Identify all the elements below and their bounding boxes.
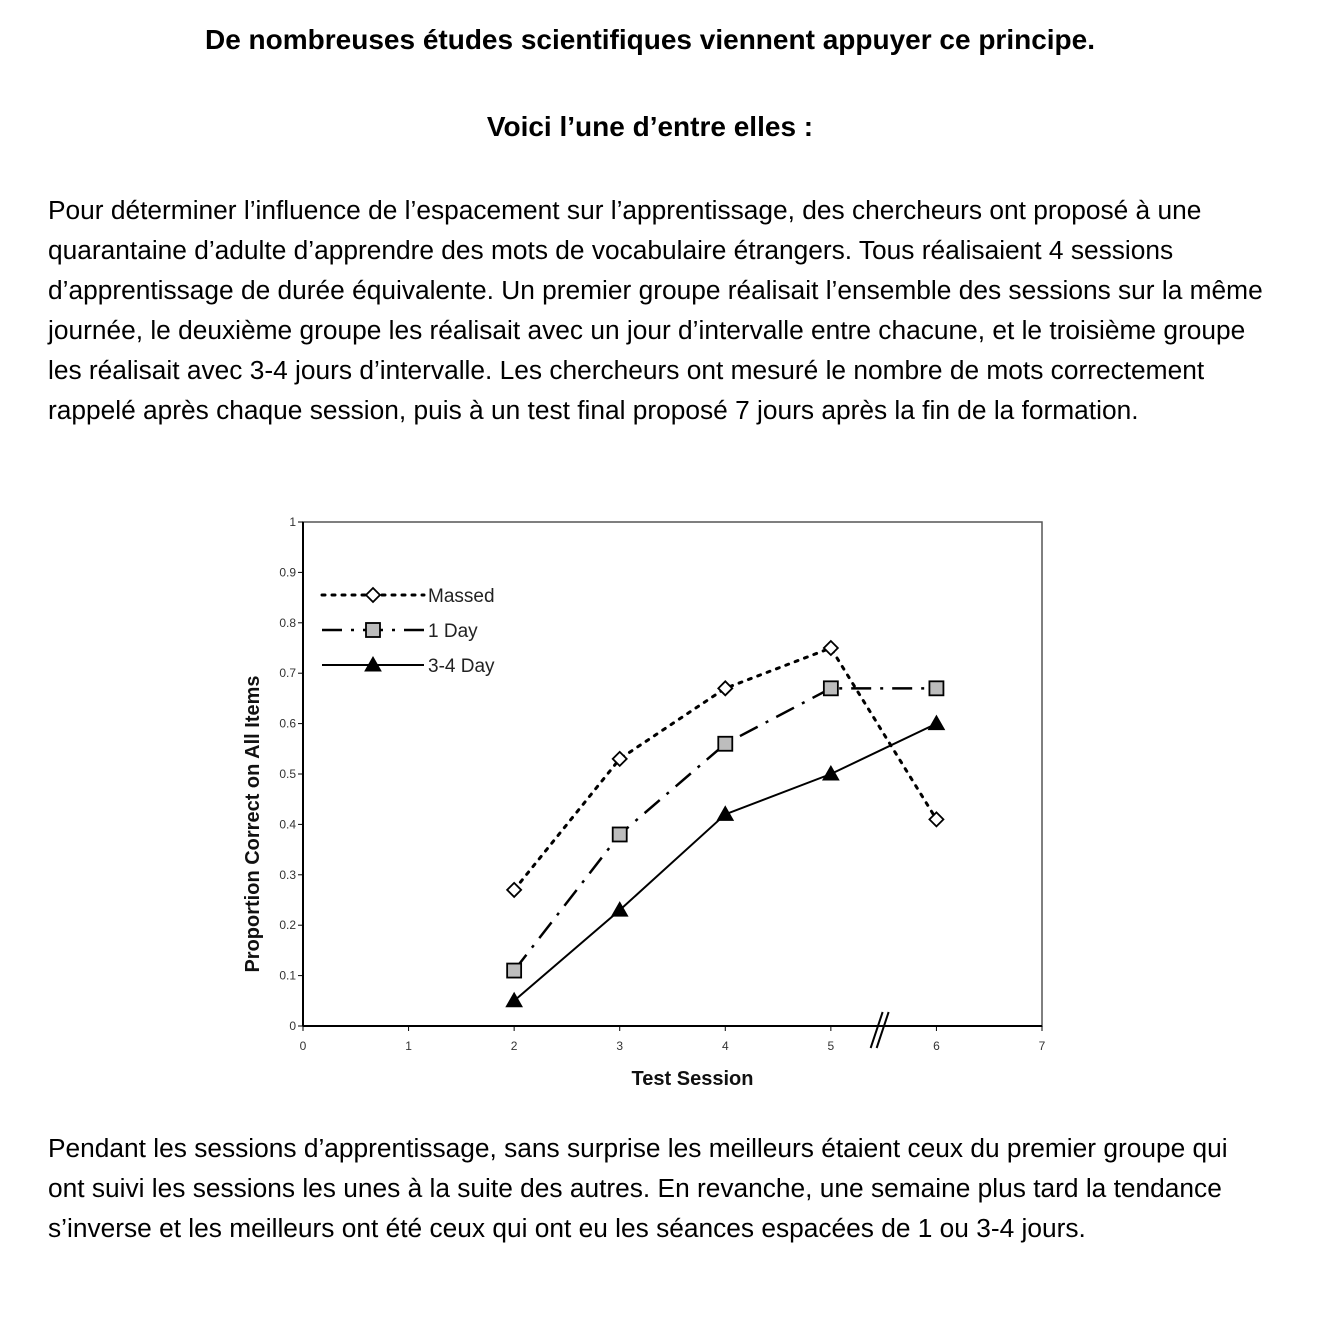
x-tick-label: 4 bbox=[721, 1039, 729, 1053]
data-point bbox=[929, 812, 943, 826]
axis-break-mark bbox=[877, 1012, 889, 1048]
sub-heading: Voici l’une d’entre elles : bbox=[486, 111, 814, 142]
series-line bbox=[514, 724, 936, 1001]
legend-label: 1 Day bbox=[428, 621, 478, 642]
y-tick-label: 0.6 bbox=[279, 716, 296, 731]
y-tick-label: 0.8 bbox=[279, 615, 296, 630]
data-point bbox=[613, 827, 627, 841]
y-tick-label: 0.3 bbox=[279, 867, 296, 882]
legend-marker bbox=[366, 588, 380, 602]
legend-label: 3-4 Day bbox=[428, 656, 495, 677]
data-point bbox=[823, 766, 839, 780]
series-line bbox=[514, 688, 936, 970]
intro-paragraph: Pour déterminer l’influence de l’espacement sur l’apprentissage, des chercheurs ont proposé à une quarantaine d’adulte d’apprendre des mots de vocabulaire étrangers. Tous réalisaient 4 sessions d’apprentissage de durée équivalente. Un premier groupe réalisait l’ensemble des sessions sur la même journée, le deuxième groupe les réalisait avec un jour d’intervalle entre chacune, et le troisième groupe les réalisait avec 3-4 jours d’intervalle. Les chercheurs ont mesuré le nombre de mots correctement rappelé après chaque session, puis à un test final proposé 7 jours après la fin de la formation. bbox=[48, 195, 1263, 425]
y-tick-label: 0.9 bbox=[279, 565, 296, 580]
y-tick-label: 0.1 bbox=[279, 968, 296, 983]
y-tick-label: 0.5 bbox=[279, 767, 296, 781]
y-tick-label: 0.2 bbox=[279, 918, 296, 933]
y-tick-label: 0.4 bbox=[279, 817, 296, 832]
y-tick-label: 1 bbox=[289, 515, 296, 529]
data-point bbox=[824, 681, 838, 695]
learning-chart bbox=[0, 500, 1326, 1100]
data-point bbox=[507, 964, 521, 978]
x-tick-label: 0 bbox=[299, 1039, 307, 1053]
page-heading: De nombreuses études scientifiques viennent appuyer ce principe. bbox=[204, 24, 1096, 55]
x-tick-label: 1 bbox=[405, 1039, 412, 1053]
data-point bbox=[928, 716, 944, 730]
x-axis-label: Test Session bbox=[631, 1068, 754, 1090]
data-point bbox=[507, 883, 521, 897]
plot-area bbox=[242, 515, 1046, 1090]
x-tick-label: 3 bbox=[616, 1039, 624, 1053]
x-tick-label: 6 bbox=[933, 1039, 940, 1053]
x-tick-label: 7 bbox=[1038, 1039, 1046, 1053]
data-point bbox=[718, 681, 732, 695]
y-tick-label: 0 bbox=[289, 1019, 296, 1033]
x-tick-label: 2 bbox=[510, 1039, 518, 1053]
data-point bbox=[929, 681, 943, 695]
legend-label: Massed bbox=[428, 586, 495, 607]
y-tick-label: 0.7 bbox=[279, 666, 296, 681]
x-tick-label: 5 bbox=[827, 1039, 835, 1053]
data-point bbox=[718, 737, 732, 751]
conclusion-paragraph: Pendant les sessions d’apprentissage, sans surprise les meilleurs étaient ceux du premier groupe qui ont suivi les sessions les unes à la suite des autres. En revanche, une semaine plus tard la tendance s’inverse et les meilleurs ont été ceux qui ont eu les séances espacées de 1 ou 3-4 jours. bbox=[48, 1133, 1228, 1243]
y-axis-label: Proportion Correct on All Items bbox=[242, 675, 264, 973]
plot-frame bbox=[303, 522, 1042, 1026]
data-point bbox=[717, 806, 733, 820]
axis-break-mark bbox=[871, 1012, 883, 1048]
legend-marker bbox=[366, 623, 380, 637]
data-point bbox=[824, 641, 838, 655]
